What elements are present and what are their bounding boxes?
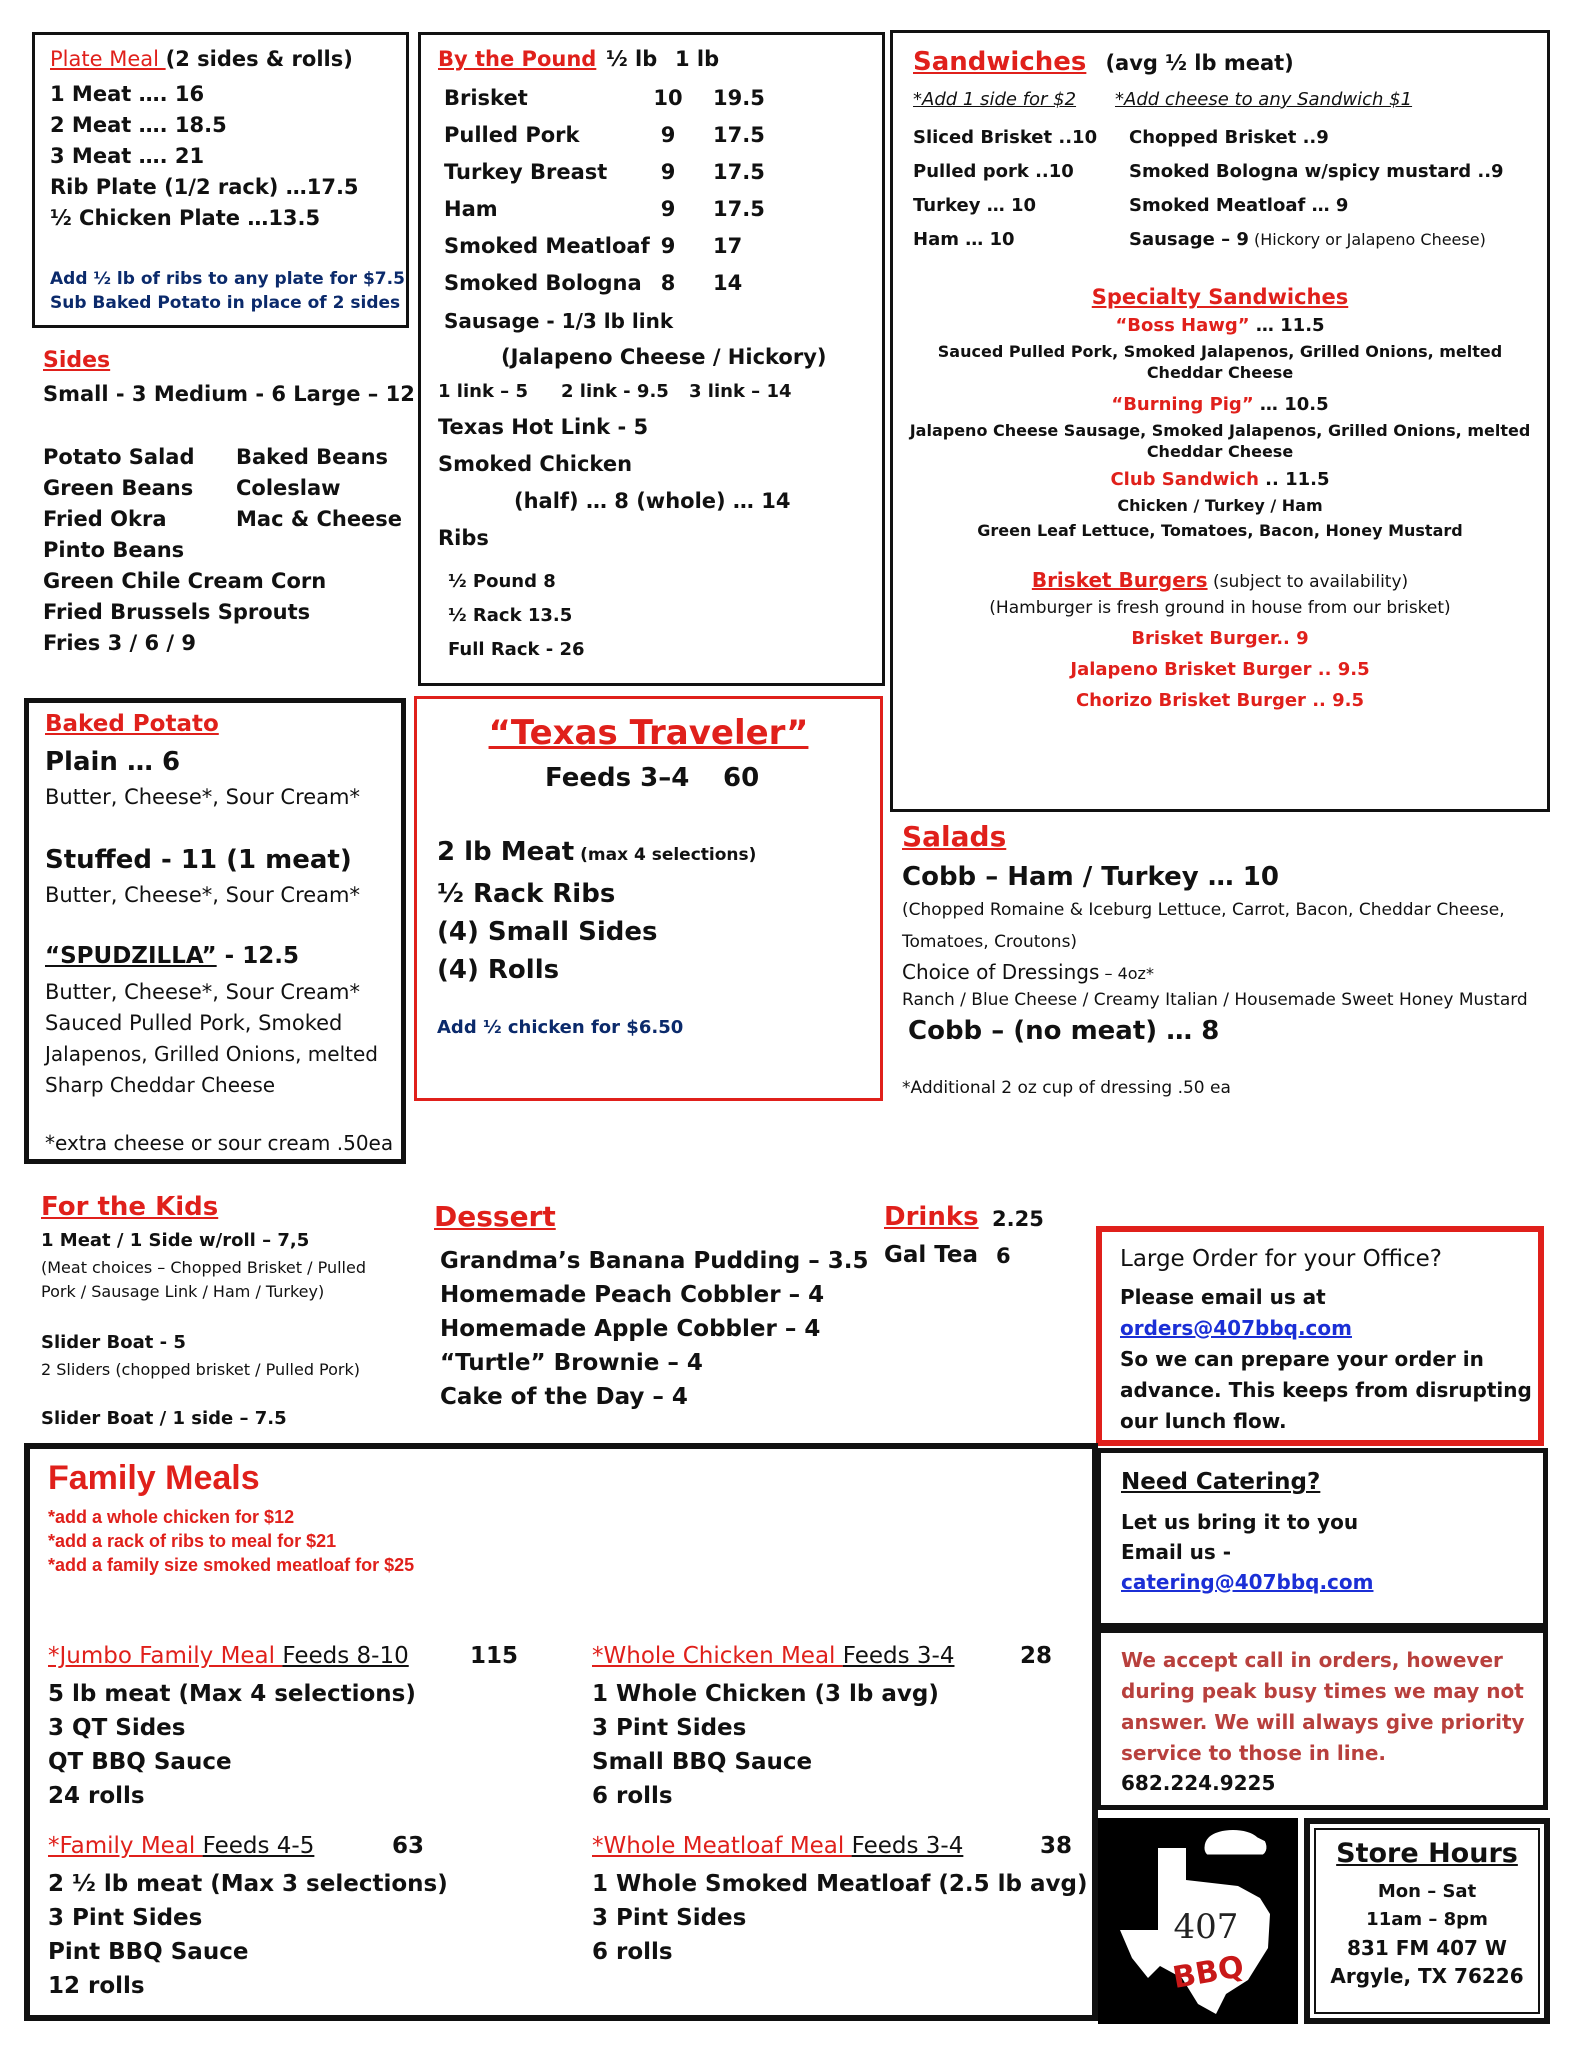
kids-title: For the Kids	[41, 1192, 219, 1222]
sandwich-item: Ham … 10	[913, 229, 1015, 250]
chicken-prices: (half) … 8 (whole) … 14	[514, 489, 791, 513]
cobb-desc: Tomatoes, Croutons)	[902, 932, 1078, 952]
dressing-extra: *Additional 2 oz cup of dressing .50 ea	[902, 1078, 1231, 1098]
add-side-note: *Add 1 side for $2	[913, 89, 1077, 110]
large-order-line: advance. This keeps from disrupting	[1120, 1378, 1532, 1402]
hours-line: 831 FM 407 W	[1346, 1936, 1507, 1960]
traveler-item: ½ Rack Ribs	[437, 879, 616, 909]
jumbo-feeds: Feeds 8-10	[282, 1643, 409, 1669]
sandwich-left-col	[913, 121, 1097, 257]
burger-item: Chorizo Brisket Burger .. 9.5	[1075, 690, 1365, 711]
specialty-title: Specialty Sandwiches	[1091, 285, 1349, 309]
gal-tea: Gal Tea	[884, 1242, 979, 1268]
sandwich-item: Sliced Brisket ..10	[913, 127, 1098, 148]
large-order-line: Please email us at	[1120, 1285, 1326, 1309]
sandwich-item: Pulled pork ..10	[913, 161, 1074, 182]
dressings-choice: Choice of Dressings	[902, 960, 1100, 984]
rib-item: ½ Pound 8	[448, 571, 556, 592]
row-one: 17.5	[713, 197, 765, 221]
traveler-item: (4) Small Sides	[437, 917, 658, 947]
sausage-link-1: 1 link – 5	[438, 381, 528, 402]
row-one: 19.5	[713, 86, 765, 110]
sides-col2	[236, 442, 402, 535]
col-one-lb: 1 lb	[675, 47, 720, 71]
call-in-line: service to those in line.	[1121, 1741, 1387, 1765]
meal-item: 3 Pint Sides	[592, 1715, 747, 1741]
store-hours-lines	[1316, 1878, 1538, 1990]
meal-item: 1 Whole Chicken (3 lb avg)	[592, 1681, 939, 1707]
by-the-pound-title: By the Pound	[438, 47, 597, 71]
row-one: 17.5	[713, 160, 765, 184]
rib-item: Full Rack - 26	[448, 639, 585, 660]
meal-item: QT BBQ Sauce	[48, 1749, 232, 1775]
catering-section	[1096, 1448, 1548, 1628]
catering-body	[1121, 1507, 1373, 1597]
hours-line: Mon – Sat	[1377, 1881, 1477, 1902]
whole-meatloaf-heading	[592, 1833, 963, 1859]
meal-item: Pint BBQ Sauce	[48, 1939, 249, 1965]
whole-meatloaf-price: 38	[1040, 1833, 1073, 1859]
potato-stuffed: Stuffed - 11 (1 meat)	[45, 845, 352, 875]
sausage-note: (Hickory or Jalapeno Cheese)	[1248, 230, 1486, 249]
sides-sizes: Small - 3 Medium - 6 Large – 12	[43, 382, 415, 406]
burning-pig-price: … 10.5	[1253, 394, 1329, 415]
meal-item: 24 rolls	[48, 1783, 145, 1809]
family-add-item: *add a family size smoked meatloaf for $25	[48, 1555, 415, 1575]
whole-meatloaf-feeds: Feeds 3-4	[851, 1833, 964, 1859]
traveler-list	[437, 875, 658, 989]
sandwiches-section	[890, 30, 1550, 812]
plate-meal-note: Add ½ lb of ribs to any plate for $7.5	[50, 269, 405, 289]
store-hours-title: Store Hours	[1336, 1838, 1518, 1869]
sausage-link-3: 3 link – 14	[689, 381, 792, 402]
burning-pig-desc: Cheddar Cheese	[1146, 442, 1294, 461]
whole-chicken-heading	[592, 1643, 954, 1669]
row-one: 17	[713, 234, 743, 258]
row-half: 8	[660, 271, 676, 295]
menu-item: Rib Plate (1/2 rack) …17.5	[50, 175, 359, 199]
jumbo-name: *Jumbo Family Meal	[48, 1643, 283, 1669]
sandwich-item	[1129, 223, 1504, 257]
sides-more	[43, 535, 326, 659]
add-cheese-note: *Add cheese to any Sandwich $1	[1115, 89, 1413, 110]
club-desc: Chicken / Turkey / Ham	[1117, 496, 1323, 515]
side-item: Baked Beans	[236, 445, 389, 469]
side-item: Fried Brussels Sprouts	[43, 600, 311, 624]
gal-tea-price: 6	[996, 1244, 1011, 1268]
traveler-meat-line	[437, 837, 756, 867]
plate-meal-section	[32, 32, 409, 328]
logo-panel	[1098, 1818, 1298, 2024]
sides-title: Sides	[43, 348, 111, 373]
sides-section	[30, 340, 415, 660]
meal-item: 6 rolls	[592, 1783, 673, 1809]
plate-meal-note: Sub Baked Potato in place of 2 sides	[50, 293, 401, 313]
family-add-item: *add a rack of ribs to meal for $21	[48, 1531, 337, 1551]
dessert-list	[440, 1244, 869, 1414]
spudzilla-desc-line: Sauced Pulled Pork, Smoked	[45, 1011, 343, 1035]
whole-chicken-feeds: Feeds 3-4	[842, 1643, 955, 1669]
plate-meal-heading	[50, 47, 353, 71]
whole-meatloaf-name: *Whole Meatloaf Meal	[592, 1833, 852, 1859]
catering-line: Let us bring it to you	[1121, 1510, 1359, 1534]
texas-bbq-logo	[1098, 1818, 1298, 2024]
row-one: 14	[713, 271, 743, 295]
drinks-price: 2.25	[992, 1207, 1044, 1231]
spudzilla-desc-line: Jalapenos, Grilled Onions, melted	[45, 1042, 378, 1066]
boss-hawg-name: “Boss Hawg”	[1115, 315, 1250, 336]
whole-chicken-price: 28	[1020, 1643, 1053, 1669]
burger-item: Jalapeno Brisket Burger .. 9.5	[1070, 659, 1370, 680]
traveler-meat-note: (max 4 selections)	[574, 845, 757, 865]
family-meals-section	[24, 1443, 1098, 2021]
dessert-item: “Turtle” Brownie – 4	[440, 1350, 703, 1376]
large-order-section	[1096, 1226, 1544, 1446]
call-in-body	[1121, 1645, 1525, 1769]
sandwich-item: Chopped Brisket ..9	[1129, 127, 1329, 148]
sandwich-right-col	[1129, 121, 1504, 257]
orders-email-link[interactable]: orders@407bbq.com	[1120, 1316, 1352, 1340]
store-hours-inner	[1314, 1828, 1540, 2014]
store-hours-section	[1304, 1818, 1550, 2024]
whole-chicken-list	[592, 1677, 939, 1813]
potato-extra-note: *extra cheese or sour cream .50ea	[45, 1131, 394, 1155]
logo-bbq-text: BBQ	[1170, 1949, 1247, 1997]
sandwiches-heading	[913, 47, 1294, 77]
sausage-sandwich: Sausage – 9	[1129, 229, 1249, 250]
kids-meal: 1 Meat / 1 Side w/roll – 7,5	[41, 1230, 310, 1251]
ribs-heading: Ribs	[438, 526, 489, 550]
meal-item: 3 Pint Sides	[592, 1905, 747, 1931]
sausage-types: (Jalapeno Cheese / Hickory)	[501, 345, 827, 369]
slider-boat-side: Slider Boat / 1 side – 7.5	[41, 1408, 287, 1429]
dressings-list: Ranch / Blue Cheese / Creamy Italian / Housemade Sweet Honey Mustard	[902, 990, 1528, 1010]
plate-meal-notes	[50, 267, 405, 315]
sausage-line: Sausage - 1/3 lb link	[444, 309, 674, 333]
family-adds	[48, 1505, 414, 1577]
row-name: Turkey Breast	[444, 160, 608, 184]
row-half: 10	[653, 86, 683, 110]
meal-item: 3 QT Sides	[48, 1715, 186, 1741]
catering-line: Email us -	[1121, 1540, 1232, 1564]
spudzilla-price: - 12.5	[216, 943, 299, 969]
burning-pig-name: “Burning Pig”	[1111, 394, 1254, 415]
family-meal-price: 63	[392, 1833, 425, 1859]
cowboy-hat-icon	[1203, 1829, 1268, 1859]
ribs-list	[448, 565, 585, 667]
baked-potato-title: Baked Potato	[45, 711, 219, 737]
smoked-chicken: Smoked Chicken	[438, 452, 633, 476]
potato-stuffed-desc: Butter, Cheese*, Sour Cream*	[45, 883, 360, 907]
dessert-item: Grandma’s Banana Pudding – 3.5	[440, 1248, 869, 1274]
dessert-item: Homemade Peach Cobbler – 4	[440, 1282, 825, 1308]
sandwich-item: Smoked Meatloaf … 9	[1129, 195, 1349, 216]
hours-line: 11am – 8pm	[1366, 1909, 1488, 1930]
row-half: 9	[660, 234, 676, 258]
family-meal-name: *Family Meal	[48, 1833, 203, 1859]
boss-hawg-desc: Cheddar Cheese	[1146, 363, 1294, 382]
texas-traveler-title: “Texas Traveler”	[488, 713, 809, 753]
meal-item: 6 rolls	[592, 1939, 673, 1965]
cobb-no-meat: Cobb – (no meat) … 8	[908, 1016, 1220, 1046]
texas-hot-link: Texas Hot Link - 5	[438, 415, 649, 439]
baked-potato-section	[24, 698, 406, 1164]
dessert-section	[428, 1186, 869, 1426]
spudzilla-desc-line: Butter, Cheese*, Sour Cream*	[45, 980, 360, 1004]
logo-407-text: 407	[1173, 1907, 1239, 1947]
traveler-add-chicken: Add ½ chicken for $6.50	[437, 1017, 684, 1038]
large-order-line: So we can prepare your order in	[1120, 1347, 1484, 1371]
brisket-burgers-desc: (Hamburger is fresh ground in house from our brisket)	[989, 598, 1451, 618]
row-name: Brisket	[444, 86, 528, 110]
jumbo-price: 115	[470, 1643, 519, 1669]
texas-traveler-feeds: Feeds 3–4	[545, 763, 690, 793]
plate-meal-list	[50, 79, 359, 234]
family-meal-heading	[48, 1833, 314, 1859]
drinks-title: Drinks	[884, 1202, 979, 1232]
club-sandwich-name: Club Sandwich	[1110, 469, 1259, 490]
side-item: Fried Okra	[43, 507, 167, 531]
spudzilla-line	[45, 943, 299, 969]
sandwich-item: Smoked Bologna w/spicy mustard ..9	[1129, 161, 1504, 182]
sandwiches-title: Sandwiches	[913, 47, 1087, 77]
dessert-item: Cake of the Day – 4	[440, 1384, 688, 1410]
catering-title: Need Catering?	[1121, 1469, 1321, 1495]
jumbo-list	[48, 1677, 416, 1813]
family-meals-title: Family Meals	[48, 1459, 260, 1497]
row-name: Ham	[444, 197, 498, 221]
plate-meal-title: Plate Meal	[50, 47, 166, 71]
side-item: Coleslaw	[236, 476, 341, 500]
dressings-size: – 4oz*	[1099, 964, 1154, 983]
whole-meatloaf-list	[592, 1867, 1087, 1969]
row-half: 9	[660, 197, 676, 221]
slider-boat: Slider Boat - 5	[41, 1332, 186, 1353]
row-half: 9	[660, 123, 676, 147]
meal-item: 12 rolls	[48, 1973, 145, 1999]
club-sandwich-price: .. 11.5	[1258, 469, 1330, 490]
drinks-section	[880, 1196, 1090, 1276]
spudzilla-desc	[45, 977, 378, 1101]
side-item: Potato Salad	[43, 445, 195, 469]
sides-col1	[43, 442, 195, 535]
by-the-pound-section	[418, 32, 885, 686]
sausage-link-2: 2 link - 9.5	[561, 381, 669, 402]
menu-item: 3 Meat …. 21	[50, 144, 205, 168]
call-in-line: during peak busy times we may not	[1121, 1679, 1524, 1703]
brisket-burgers-note: (subject to availability)	[1207, 572, 1409, 592]
boss-hawg-desc: Sauced Pulled Pork, Smoked Jalapenos, Grilled Onions, melted	[937, 342, 1503, 361]
potato-plain-desc: Butter, Cheese*, Sour Cream*	[45, 785, 360, 809]
rib-item: ½ Rack 13.5	[448, 605, 573, 626]
side-item: Fries 3 / 6 / 9	[43, 631, 197, 655]
family-meal-feeds: Feeds 4-5	[202, 1833, 315, 1859]
row-one: 17.5	[713, 123, 765, 147]
cobb-salad: Cobb – Ham / Turkey … 10	[902, 862, 1279, 892]
menu-item: ½ Chicken Plate …13.5	[50, 206, 321, 230]
by-the-pound-heading	[438, 47, 596, 71]
family-add-item: *add a whole chicken for $12	[48, 1507, 295, 1527]
family-meal-list	[48, 1867, 448, 2003]
salads-title: Salads	[902, 820, 1007, 853]
burning-pig-desc: Jalapeno Cheese Sausage, Smoked Jalapenos, Grilled Onions, melted	[909, 421, 1531, 440]
large-order-line: our lunch flow.	[1120, 1409, 1287, 1433]
burger-item: Brisket Burger.. 9	[1131, 628, 1309, 649]
traveler-item: (4) Rolls	[437, 955, 560, 985]
sandwich-item: Turkey … 10	[913, 195, 1037, 216]
brisket-burgers-title: Brisket Burgers	[1031, 568, 1208, 592]
traveler-meat: 2 lb Meat	[437, 837, 575, 867]
boss-hawg-price: … 11.5	[1249, 315, 1325, 336]
texas-traveler-price: 60	[723, 763, 760, 793]
large-order-title: Large Order for your Office?	[1120, 1246, 1442, 1272]
dressings-choice-line	[902, 960, 1154, 984]
side-item: Green Beans	[43, 476, 194, 500]
slider-boat-desc: 2 Sliders (chopped brisket / Pulled Pork)	[41, 1360, 361, 1379]
phone-number: 682.224.9225	[1121, 1771, 1276, 1795]
meal-item: 2 ½ lb meat (Max 3 selections)	[48, 1871, 448, 1897]
side-item: Green Chile Cream Corn	[43, 569, 327, 593]
meal-item: 1 Whole Smoked Meatloaf (2.5 lb avg)	[592, 1871, 1088, 1897]
call-in-section	[1096, 1628, 1548, 1810]
call-in-line: We accept call in orders, however	[1121, 1648, 1503, 1672]
club-desc: Green Leaf Lettuce, Tomatoes, Bacon, Honey Mustard	[977, 521, 1463, 540]
row-half: 9	[660, 160, 676, 184]
specialty-block	[893, 285, 1547, 711]
salads-section	[890, 816, 1550, 1106]
sandwiches-subtitle: (avg ½ lb meat)	[1105, 51, 1294, 75]
row-name: Smoked Bologna	[444, 271, 642, 295]
spudzilla-name: “SPUDZILLA”	[45, 943, 217, 969]
menu-item: 1 Meat …. 16	[50, 82, 205, 106]
meal-item: 5 lb meat (Max 4 selections)	[48, 1681, 416, 1707]
row-name: Pulled Pork	[444, 123, 580, 147]
kids-section	[30, 1186, 420, 1446]
whole-chicken-name: *Whole Chicken Meal	[592, 1643, 843, 1669]
texas-traveler-section	[414, 696, 883, 1101]
side-item: Pinto Beans	[43, 538, 185, 562]
kids-meal-desc: Pork / Sausage Link / Ham / Turkey)	[41, 1282, 325, 1301]
spudzilla-desc-line: Sharp Cheddar Cheese	[45, 1073, 276, 1097]
dessert-item: Homemade Apple Cobbler – 4	[440, 1316, 821, 1342]
kids-meal-desc: (Meat choices – Chopped Brisket / Pulled	[41, 1258, 366, 1277]
large-order-body	[1120, 1282, 1532, 1437]
dessert-title: Dessert	[434, 1200, 556, 1233]
plate-meal-subtitle: (2 sides & rolls)	[165, 47, 353, 71]
row-name: Smoked Meatloaf	[444, 234, 650, 258]
menu-item: 2 Meat …. 18.5	[50, 113, 227, 137]
hours-line: Argyle, TX 76226	[1330, 1964, 1524, 1988]
meal-item: Small BBQ Sauce	[592, 1749, 813, 1775]
meal-item: 3 Pint Sides	[48, 1905, 203, 1931]
col-half-lb: ½ lb	[606, 47, 658, 71]
catering-email-link[interactable]: catering@407bbq.com	[1121, 1570, 1374, 1594]
jumbo-heading	[48, 1643, 409, 1669]
call-in-line: answer. We will always give priority	[1121, 1710, 1525, 1734]
cobb-desc: (Chopped Romaine & Iceburg Lettuce, Carrot, Bacon, Cheddar Cheese,	[902, 900, 1505, 920]
side-item: Mac & Cheese	[236, 507, 403, 531]
potato-plain: Plain … 6	[45, 747, 181, 777]
